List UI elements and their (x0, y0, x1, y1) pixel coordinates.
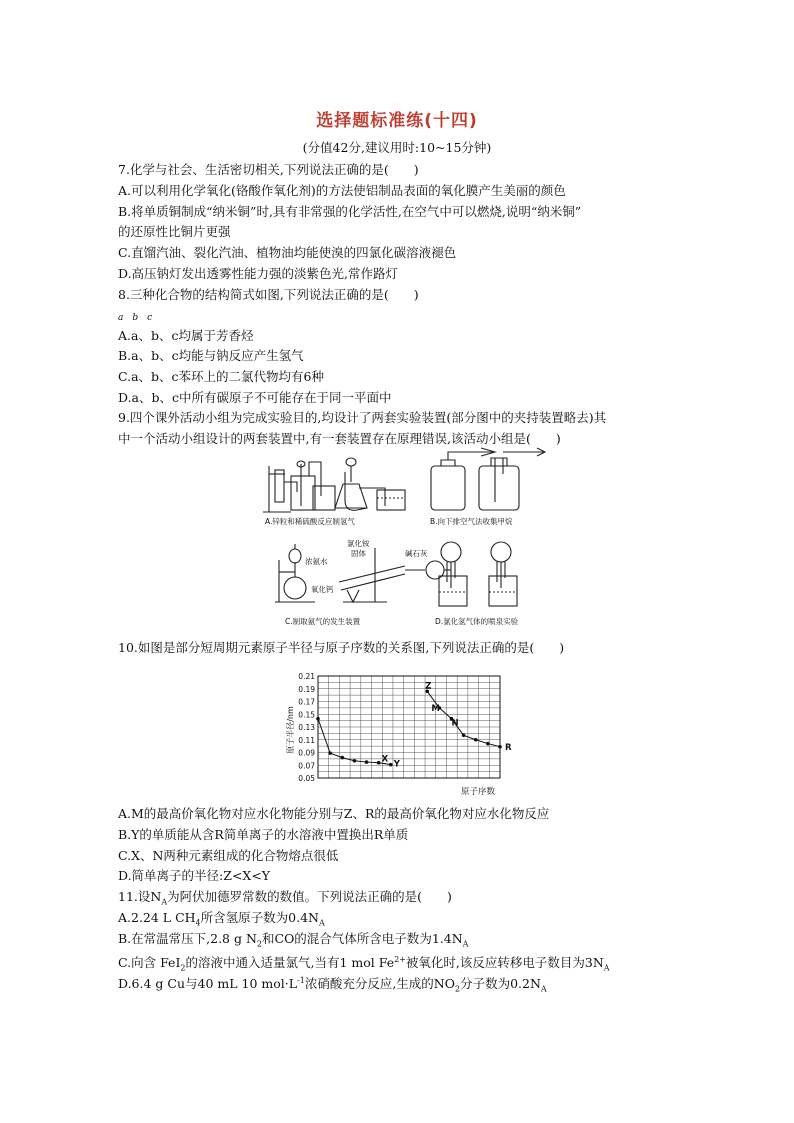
q8-option-a: A.a、b、c均属于芳香烃 (118, 328, 254, 343)
page-subtitle: (分值42分,建议用时:10~15分钟) (302, 140, 492, 155)
data-point (353, 759, 357, 763)
data-point (389, 763, 393, 767)
q11-option-b: B.在常温常压下,2.8 g $N_2$和CO的混合气体所含电子数为$1.4N_A$ (118, 931, 469, 949)
y-tick-label: 0.19 (298, 684, 315, 694)
data-point (462, 733, 466, 737)
q11-stem: 11.设$N_A$为阿伏加德罗常数的数值。下列说法正确的是( ) (118, 889, 452, 907)
label-ammonium-chloride: 氯化铵 (347, 539, 370, 548)
y-tick-label: 0.09 (298, 748, 315, 758)
q8-option-c: C.a、b、c苯环上的二氯代物均有6种 (118, 369, 325, 384)
y-tick-label: 0.13 (298, 723, 315, 732)
q8-option-d: D.a、b、c中所有碳原子不可能存在于同一平面中 (118, 390, 392, 405)
chart-grid (318, 676, 500, 778)
data-point (328, 751, 332, 755)
apparatus-c-caption: C.制取氨气的发生装置 (285, 617, 361, 626)
q10-stem: 10.如图是部分短周期元素原子半径与原子序数的关系图,下列说法正确的是( ) (118, 640, 565, 655)
point-label-r: R (505, 742, 512, 753)
y-tick-label: 0.11 (298, 735, 315, 745)
label-soda-lime: 碱石灰 (405, 549, 428, 558)
point-label-n: N (451, 718, 459, 729)
y-tick-label: 0.15 (298, 710, 315, 720)
label-calcium-oxide: 氧化钙 (311, 585, 334, 594)
q10-option-c: C.X、N两种元素组成的化合物熔点很低 (118, 848, 339, 863)
data-point (365, 760, 369, 764)
radius-chart (282, 672, 510, 798)
q9-stem-line1: 9.四个课外活动小组为完成实验目的,均设计了两套实验装置(部分图中的夹持装置略去)其 (118, 410, 607, 425)
q7-option-b-line1: B.将单质铜制成“纳米铜”时,具有非常强的化学活性,在空气中可以燃烧,说明“纳米铜” (118, 204, 582, 219)
label-solid: 固体 (351, 549, 366, 558)
q11-option-d: D.6.4 g Cu与40 mL 10 $mol\cdot L^{-1}$浓硝酸充分反应,生成的$NO_2$分子数为$0.2N_A$ (118, 976, 547, 994)
apparatus-a-caption: A.锌粒和稀硫酸反应制氢气 (265, 517, 355, 526)
q10-option-d: D.简单离子的半径:Z<X<Y (118, 868, 271, 883)
point-label-x: X (381, 754, 389, 765)
data-point (316, 717, 320, 721)
q8-structure-labels: a b c (118, 313, 153, 323)
data-point (474, 738, 478, 742)
chart-x-axis-label: 原子序数 (460, 787, 496, 797)
apparatus-d-caption: D.氯化氢气体的喷泉实验 (435, 617, 519, 626)
data-point (486, 742, 490, 746)
point-label-m: M (431, 703, 440, 714)
q9-stem-line2: 中一个活动小组设计的两套装置中,有一套装置存在原理错误,该活动小组是( ) (118, 431, 561, 446)
apparatus-d-diagram (439, 542, 517, 606)
q11-option-c: C.向含 FeI$_2$的溶液中通入适量氯气,当有1 mol $Fe^{2+}$被氧化时,该反应转移电子数目为$3N_A$ (118, 955, 610, 973)
label-ammonia-water: 浓氨水 (305, 557, 328, 566)
y-tick-label: 0.17 (298, 697, 315, 707)
q7-option-a: A.可以利用化学氧化(铬酸作氧化剂)的方法使铝制品表面的氧化膜产生美丽的颜色 (118, 183, 566, 198)
apparatus-figure (255, 452, 555, 636)
apparatus-b-caption: B.向下排空气法收集甲烷 (430, 517, 513, 526)
q7-option-c: C.直馏汽油、裂化汽油、植物油均能使溴的四氯化碳溶液褪色 (118, 245, 457, 260)
chart-y-axis-label: 原子半径/nm (286, 706, 295, 754)
y-tick-label: 0.21 (298, 672, 315, 681)
q11-option-a: A.2.24 L $CH_4$所含氢原子数为$0.4N_A$ (118, 910, 325, 928)
y-tick-label: 0.05 (298, 774, 315, 783)
data-point (498, 745, 502, 749)
apparatus-b-diagram (431, 448, 545, 510)
data-point (377, 761, 381, 765)
point-label-z: Z (425, 681, 432, 692)
page-title: 选择题标准练(十四) (316, 111, 478, 131)
q7-stem: 7.化学与社会、生活密切相关,下列说法正确的是( ) (118, 162, 419, 177)
q8-option-b: B.a、b、c均能与钠反应产生氢气 (118, 348, 304, 363)
data-point (340, 756, 344, 760)
apparatus-a-diagram (263, 458, 405, 512)
q8-stem: 8.三种化合物的结构简式如图,下列说法正确的是( ) (118, 287, 419, 302)
q10-option-b: B.Y的单质能从含R简单离子的水溶液中置换出R单质 (118, 827, 409, 842)
point-label-y: Y (393, 759, 400, 770)
q7-option-d: D.高压钠灯发出透雾性能力强的淡紫色光,常作路灯 (118, 266, 399, 281)
y-tick-label: 0.07 (298, 761, 315, 771)
q7-option-b-line2: 的还原性比铜片更强 (118, 224, 231, 239)
q10-option-a: A.M的最高价氧化物对应水化物能分别与Z、R的最高价氧化物对应水化物反应 (118, 806, 550, 821)
